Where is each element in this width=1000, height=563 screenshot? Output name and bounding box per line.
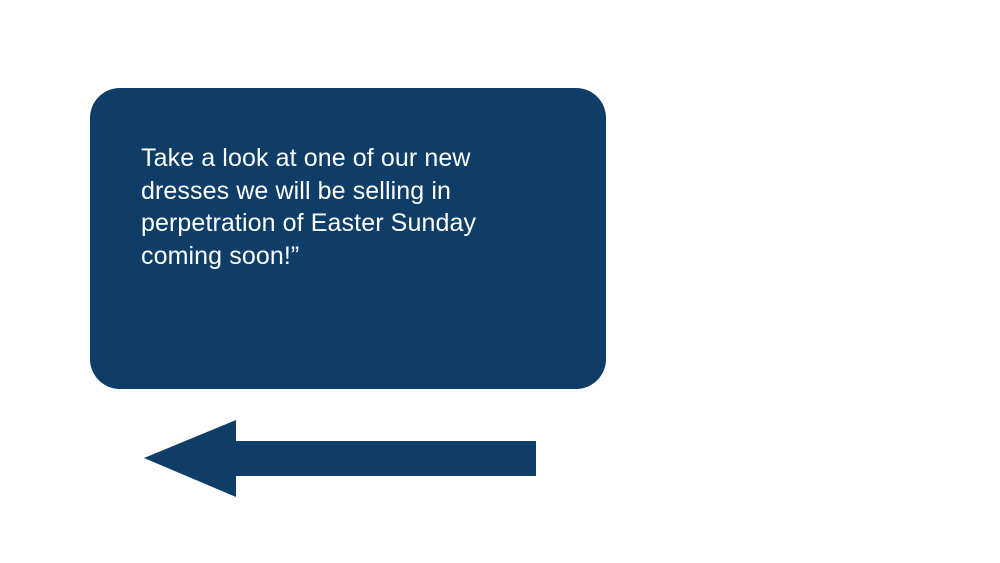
callout-box — [90, 88, 606, 389]
left-arrow-icon — [144, 420, 537, 497]
arrow-shape — [144, 420, 536, 497]
callout-text: Take a look at one of our new dresses we will be selling in perpetration of Easter Sunday coming soon!” — [141, 144, 477, 270]
